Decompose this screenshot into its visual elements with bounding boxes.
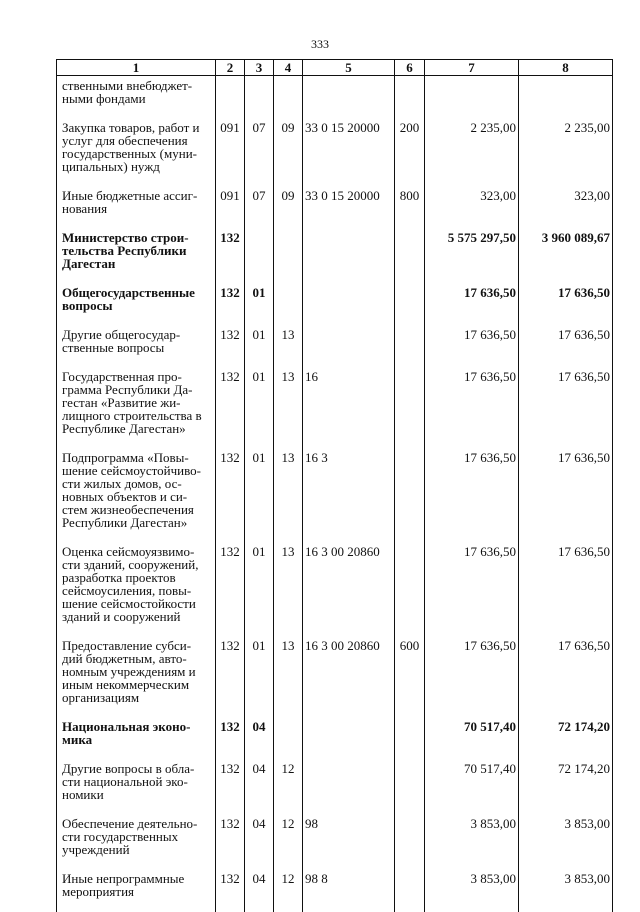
amount-year-1: 2 235,00 <box>425 119 519 187</box>
expense-type-code <box>395 284 425 326</box>
expense-type-code <box>395 326 425 368</box>
subsection-code: 12 <box>274 815 303 870</box>
ministry-code: 132 <box>216 229 245 284</box>
amount-year-2: 17 636,50 <box>519 326 613 368</box>
amount-year-2: 3 853,00 <box>519 870 613 912</box>
budget-item-name: Национальная эконо-мика <box>57 718 216 760</box>
amount-year-1 <box>425 76 519 120</box>
table-row <box>57 449 613 543</box>
ministry-code: 132 <box>216 815 245 870</box>
subsection-code <box>274 284 303 326</box>
ministry-code: 132 <box>216 284 245 326</box>
budget-item-name: Общегосударственные вопросы <box>57 284 216 326</box>
expense-type-code <box>395 76 425 120</box>
target-article-code: 33 0 15 20000 <box>303 187 395 229</box>
column-header: 4 <box>274 60 303 76</box>
section-code: 01 <box>245 543 274 637</box>
target-article-code: 98 8 <box>303 870 395 912</box>
target-article-code <box>303 760 395 815</box>
expense-type-code <box>395 815 425 870</box>
table-row <box>57 870 613 912</box>
table-row <box>57 368 613 449</box>
amount-year-1: 70 517,40 <box>425 760 519 815</box>
column-header: 3 <box>245 60 274 76</box>
section-code: 01 <box>245 449 274 543</box>
section-code: 07 <box>245 119 274 187</box>
section-code: 04 <box>245 870 274 912</box>
amount-year-1: 17 636,50 <box>425 449 519 543</box>
section-code: 01 <box>245 326 274 368</box>
table-row <box>57 229 613 284</box>
expense-type-code: 200 <box>395 119 425 187</box>
target-article-code: 16 3 <box>303 449 395 543</box>
expense-type-code: 600 <box>395 637 425 718</box>
target-article-code <box>303 284 395 326</box>
budget-item-name: Закупка товаров, работ и услуг для обеспечения государственных (муни-ципальных) нужд <box>57 119 216 187</box>
ministry-code: 132 <box>216 543 245 637</box>
subsection-code: 12 <box>274 870 303 912</box>
section-code: 01 <box>245 368 274 449</box>
ministry-code: 132 <box>216 637 245 718</box>
section-code <box>245 229 274 284</box>
section-code: 01 <box>245 284 274 326</box>
amount-year-1: 17 636,50 <box>425 637 519 718</box>
subsection-code: 13 <box>274 637 303 718</box>
amount-year-2: 3 853,00 <box>519 815 613 870</box>
table-row <box>57 637 613 718</box>
amount-year-1: 5 575 297,50 <box>425 229 519 284</box>
ministry-code: 091 <box>216 119 245 187</box>
table-row <box>57 119 613 187</box>
amount-year-2: 17 636,50 <box>519 368 613 449</box>
section-code: 04 <box>245 815 274 870</box>
ministry-code: 132 <box>216 760 245 815</box>
amount-year-2: 2 235,00 <box>519 119 613 187</box>
amount-year-2: 72 174,20 <box>519 718 613 760</box>
table-row <box>57 284 613 326</box>
table-row <box>57 815 613 870</box>
ministry-code: 132 <box>216 449 245 543</box>
amount-year-2: 17 636,50 <box>519 543 613 637</box>
ministry-code: 132 <box>216 368 245 449</box>
target-article-code: 16 3 00 20860 <box>303 543 395 637</box>
amount-year-1: 323,00 <box>425 187 519 229</box>
amount-year-2: 17 636,50 <box>519 449 613 543</box>
subsection-code: 13 <box>274 326 303 368</box>
target-article-code <box>303 76 395 120</box>
amount-year-2: 17 636,50 <box>519 637 613 718</box>
budget-item-name: Иные бюджетные ассиг-нования <box>57 187 216 229</box>
table-row <box>57 760 613 815</box>
amount-year-1: 3 853,00 <box>425 870 519 912</box>
amount-year-1: 70 517,40 <box>425 718 519 760</box>
subsection-code: 13 <box>274 543 303 637</box>
section-code <box>245 76 274 120</box>
column-header: 2 <box>216 60 245 76</box>
amount-year-2: 72 174,20 <box>519 760 613 815</box>
subsection-code <box>274 76 303 120</box>
budget-item-name: Министерство строи-тельства Республики Дагестан <box>57 229 216 284</box>
budget-item-name: Оценка сейсмоуязвимо-сти зданий, сооружений, разработка проектов сейсмоусиления, повы-шение сейсмостойкости зданий и сооружений <box>57 543 216 637</box>
ministry-code: 132 <box>216 718 245 760</box>
column-header: 5 <box>303 60 395 76</box>
ministry-code: 132 <box>216 870 245 912</box>
amount-year-2 <box>519 76 613 120</box>
table-row <box>57 543 613 637</box>
budget-item-name: Государственная про-грамма Республики Да-гестан «Развитие жи-лищного строительства в Республике Дагестан» <box>57 368 216 449</box>
amount-year-2: 323,00 <box>519 187 613 229</box>
ministry-code <box>216 76 245 120</box>
target-article-code: 16 3 00 20860 <box>303 637 395 718</box>
expense-type-code <box>395 760 425 815</box>
expense-type-code <box>395 718 425 760</box>
expense-type-code <box>395 368 425 449</box>
table-row <box>57 187 613 229</box>
amount-year-1: 17 636,50 <box>425 326 519 368</box>
subsection-code: 12 <box>274 760 303 815</box>
amount-year-1: 17 636,50 <box>425 284 519 326</box>
page-number: 333 <box>311 37 329 51</box>
subsection-code: 13 <box>274 368 303 449</box>
expense-type-code <box>395 449 425 543</box>
subsection-code <box>274 229 303 284</box>
expense-type-code <box>395 870 425 912</box>
section-code: 01 <box>245 637 274 718</box>
column-header: 6 <box>395 60 425 76</box>
budget-item-name: Другие общегосудар-ственные вопросы <box>57 326 216 368</box>
subsection-code: 13 <box>274 449 303 543</box>
amount-year-1: 17 636,50 <box>425 368 519 449</box>
expense-type-code <box>395 543 425 637</box>
section-code: 04 <box>245 718 274 760</box>
ministry-code: 091 <box>216 187 245 229</box>
budget-table <box>56 59 613 912</box>
budget-item-name: ственными внебюджет-ными фондами <box>57 76 216 120</box>
column-header: 7 <box>425 60 519 76</box>
budget-item-name: Предоставление субси-дий бюджетным, авто-номным учреждениям и иным некоммерческим организациям <box>57 637 216 718</box>
budget-item-name: Иные непрограммные мероприятия <box>57 870 216 912</box>
budget-item-name: Обеспечение деятельно-сти государственных учреждений <box>57 815 216 870</box>
table-row <box>57 326 613 368</box>
target-article-code <box>303 718 395 760</box>
target-article-code: 16 <box>303 368 395 449</box>
target-article-code: 98 <box>303 815 395 870</box>
amount-year-2: 17 636,50 <box>519 284 613 326</box>
amount-year-2: 3 960 089,67 <box>519 229 613 284</box>
column-header: 1 <box>57 60 216 76</box>
amount-year-1: 17 636,50 <box>425 543 519 637</box>
ministry-code: 132 <box>216 326 245 368</box>
table-row <box>57 718 613 760</box>
table-row <box>57 76 613 120</box>
budget-item-name: Другие вопросы в обла-сти национальной эко-номики <box>57 760 216 815</box>
target-article-code: 33 0 15 20000 <box>303 119 395 187</box>
subsection-code <box>274 718 303 760</box>
target-article-code <box>303 229 395 284</box>
target-article-code <box>303 326 395 368</box>
header-row <box>57 60 613 76</box>
expense-type-code: 800 <box>395 187 425 229</box>
section-code: 07 <box>245 187 274 229</box>
subsection-code: 09 <box>274 187 303 229</box>
expense-type-code <box>395 229 425 284</box>
section-code: 04 <box>245 760 274 815</box>
budget-item-name: Подпрограмма «Повы-шение сейсмоустойчиво-сти жилых домов, ос-новных объектов и си-стем жизнеобеспечения Республики Дагестан» <box>57 449 216 543</box>
subsection-code: 09 <box>274 119 303 187</box>
column-header: 8 <box>519 60 613 76</box>
amount-year-1: 3 853,00 <box>425 815 519 870</box>
